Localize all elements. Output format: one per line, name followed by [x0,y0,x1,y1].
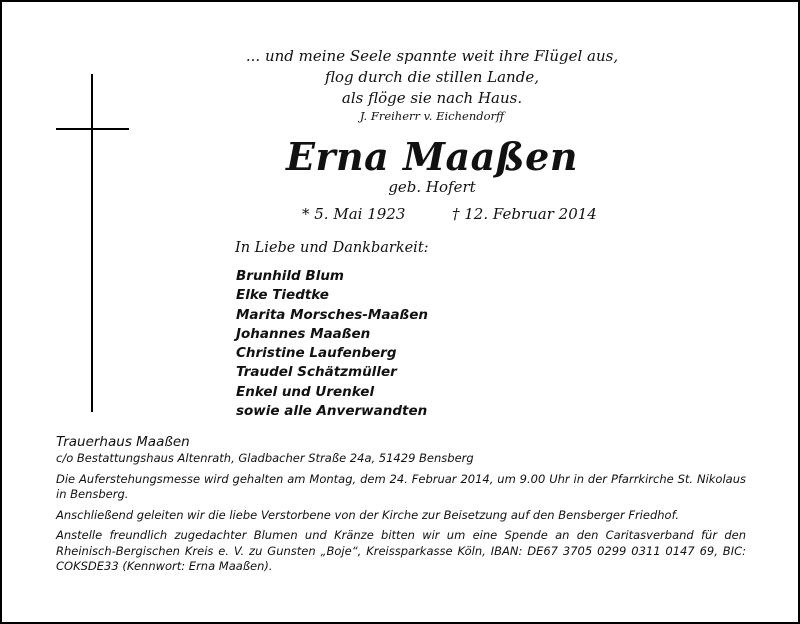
birth-name: geb. Hofert [388,178,476,196]
mourner-name: Johannes Maaßen [236,325,371,342]
mourner-name: Brunhild Blum [236,268,344,284]
death-date: † 12. Februar 2014 [452,205,597,223]
poem-line: flog durch die stillen Lande, [325,68,539,86]
mourner-name: Marita Morsches-Maaßen [236,306,429,323]
poem-quote [232,46,632,124]
mourner-name: Christine Laufenberg [236,345,397,362]
life-dates [302,205,597,223]
mourner-name: Traudel Schätzmüller [236,364,397,381]
mourner-name: Enkel und Urenkel [236,383,375,400]
mass-info: Die Auferstehungsmesse wird gehalten am Montag, dem 24. Februar 2014, um 9.00 Uhr in der Pfarrkirche St. Nikolaus in Bensberg. [56,471,746,501]
birth-date: * 5. Mai 1923 [302,205,406,223]
donation-info: Anstelle freundlich zugedachter Blumen und Kränze bitten wir um eine Spende an den Caritasverband für den Rheinisch-Bergischen Kreis e. V. zu Gunsten „Boje“, Kreissparkasse Köln, IBAN: DE67 3705 0299 0311 0147 69, BIC: COKSDE33 (Kennwort: Erna Maaßen). [56,528,746,573]
cross-horizontal-bar [56,128,129,130]
mourning-house: Trauerhaus Maaßen [56,434,190,450]
burial-info: Anschließend geleiten wir die liebe Verstorbene von der Kirche zur Beisetzung auf den Bensberger Friedhof. [56,507,680,522]
notice-footer [56,434,746,575]
deceased-name: Erna Maaßen [286,134,578,179]
mourners-intro: In Liebe und Dankbarkeit: [235,240,429,256]
cross-vertical-bar [91,74,93,412]
mourner-name: sowie alle Anverwandten [236,403,428,420]
mourner-name: Elke Tiedtke [236,287,329,304]
poem-author: J. Freiherr v. Eichendorff [359,109,505,123]
poem-line: als flöge sie nach Haus. [341,89,523,107]
funeral-home-address: c/o Bestattungshaus Altenrath, Gladbacher Straße 24a, 51429 Bensberg [56,451,474,465]
poem-line: ... und meine Seele spannte weit ihre Flügel aus, [245,47,619,65]
mourners-list [236,267,428,421]
